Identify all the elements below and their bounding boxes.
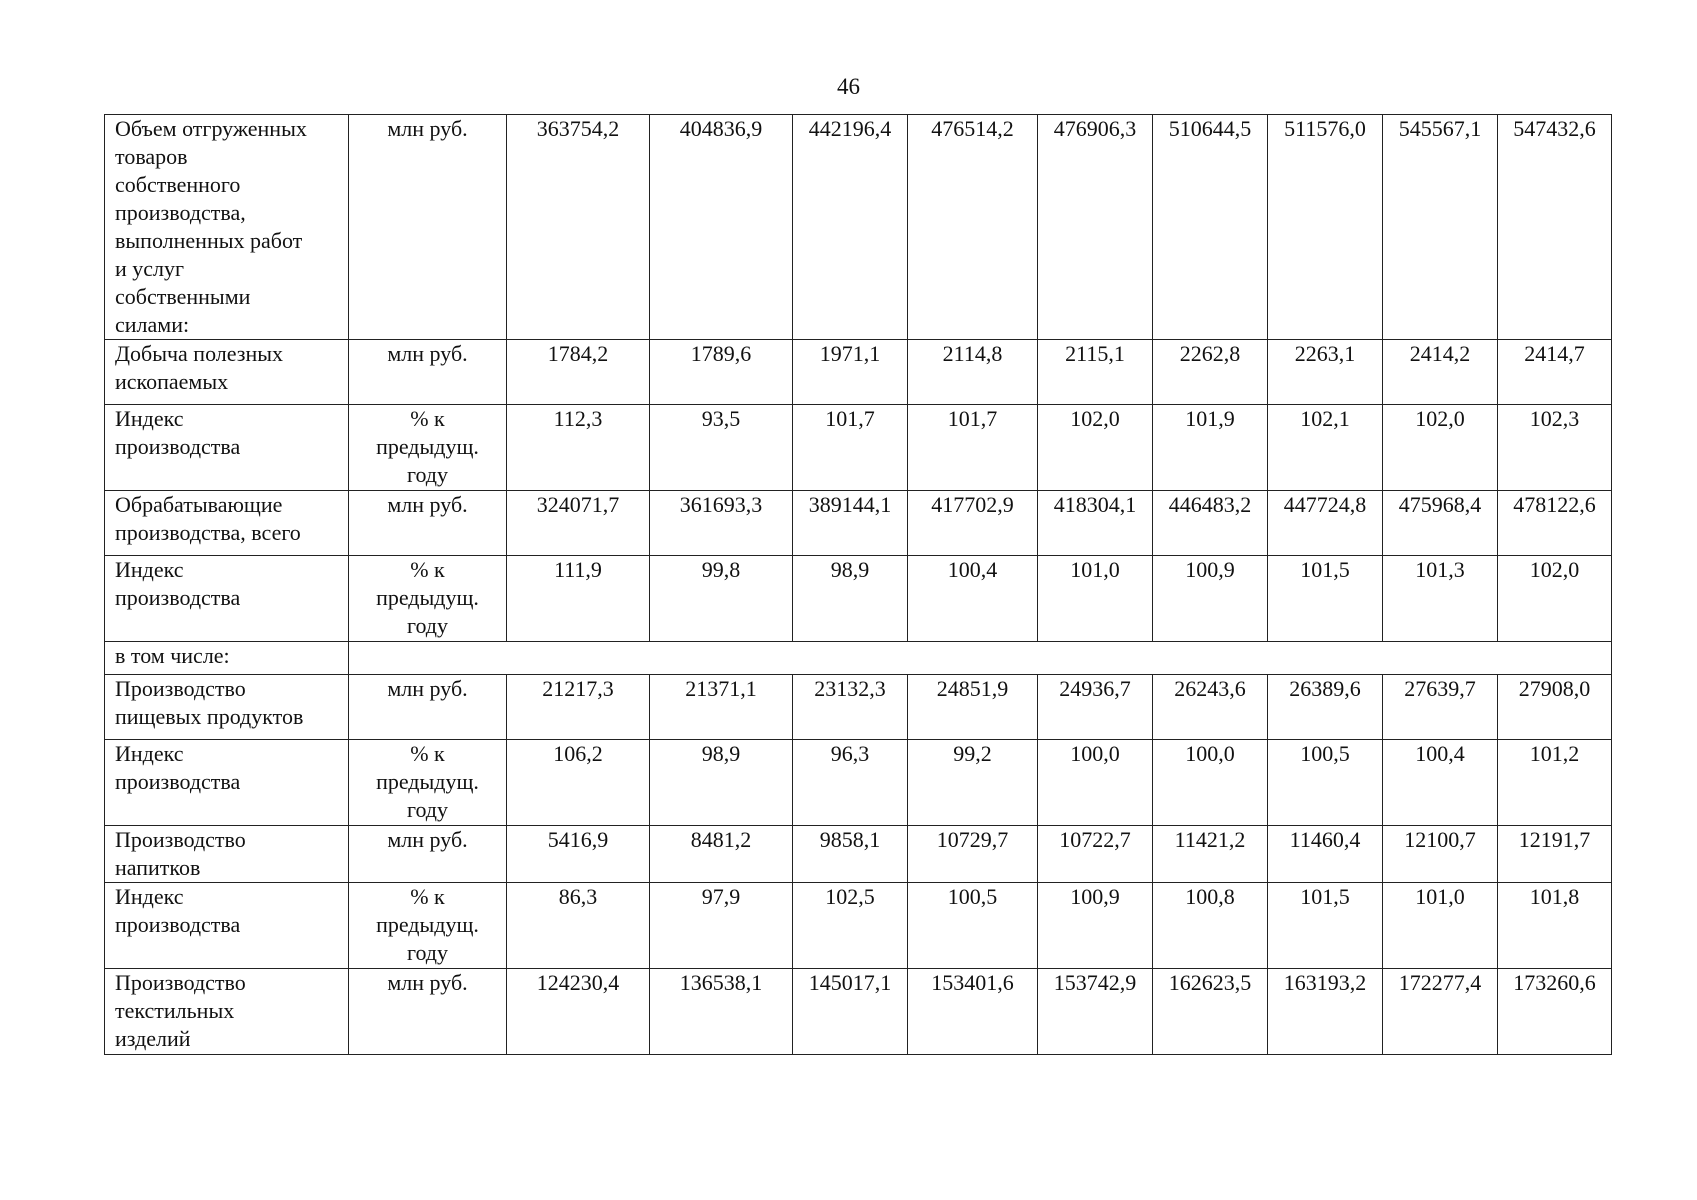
row-label-text: Индекс производства — [115, 406, 241, 459]
value-cell: 98,9 — [650, 740, 793, 826]
row-label-text: Индекс производства — [115, 557, 241, 610]
value-cell: 101,0 — [1038, 556, 1153, 642]
row-label — [105, 969, 349, 1055]
statistics-table — [104, 114, 1612, 1055]
value-cell: 101,3 — [1383, 556, 1498, 642]
value-cell: 96,3 — [793, 740, 908, 826]
value-cell: 100,5 — [1268, 740, 1383, 826]
table-row — [105, 826, 1612, 883]
value-cell: 476906,3 — [1038, 115, 1153, 340]
value-cell: 26243,6 — [1153, 675, 1268, 740]
table-row — [105, 740, 1612, 826]
value-cell: 100,9 — [1153, 556, 1268, 642]
value-cell: 510644,5 — [1153, 115, 1268, 340]
row-label-text: Производство пищевых продуктов — [115, 676, 304, 729]
section-row — [105, 642, 1612, 675]
value-cell: 23132,3 — [793, 675, 908, 740]
value-cell: 1971,1 — [793, 340, 908, 405]
table-row — [105, 491, 1612, 556]
table-row — [105, 969, 1612, 1055]
value-cell: 100,0 — [1153, 740, 1268, 826]
value-cell: 101,5 — [1268, 556, 1383, 642]
unit-text: млн руб. — [387, 970, 468, 995]
value-cell: 102,0 — [1498, 556, 1612, 642]
value-cell: 10729,7 — [908, 826, 1038, 883]
value-cell: 545567,1 — [1383, 115, 1498, 340]
row-label-text: Индекс производства — [115, 741, 241, 794]
row-label-text: Обрабатывающие производства, всего — [115, 492, 301, 545]
unit-cell — [349, 405, 507, 491]
value-cell: 100,4 — [908, 556, 1038, 642]
value-cell: 106,2 — [507, 740, 650, 826]
value-cell: 9858,1 — [793, 826, 908, 883]
value-cell: 153742,9 — [1038, 969, 1153, 1055]
value-cell: 145017,1 — [793, 969, 908, 1055]
value-cell: 10722,7 — [1038, 826, 1153, 883]
unit-cell — [349, 115, 507, 340]
value-cell: 417702,9 — [908, 491, 1038, 556]
value-cell: 100,9 — [1038, 883, 1153, 969]
value-cell: 99,8 — [650, 556, 793, 642]
value-cell: 101,7 — [793, 405, 908, 491]
table-row — [105, 883, 1612, 969]
value-cell: 12100,7 — [1383, 826, 1498, 883]
value-cell: 98,9 — [793, 556, 908, 642]
row-label — [105, 115, 349, 340]
value-cell: 1789,6 — [650, 340, 793, 405]
row-label-text: Производство напитков — [115, 827, 246, 880]
value-cell: 1784,2 — [507, 340, 650, 405]
row-label — [105, 340, 349, 405]
value-cell: 21217,3 — [507, 675, 650, 740]
value-cell: 112,3 — [507, 405, 650, 491]
value-cell: 389144,1 — [793, 491, 908, 556]
unit-text: млн руб. — [387, 341, 468, 366]
value-cell: 2414,7 — [1498, 340, 1612, 405]
row-label — [105, 642, 349, 675]
value-cell: 511576,0 — [1268, 115, 1383, 340]
table-row — [105, 115, 1612, 340]
value-cell: 100,4 — [1383, 740, 1498, 826]
value-cell: 124230,4 — [507, 969, 650, 1055]
value-cell: 361693,3 — [650, 491, 793, 556]
value-cell: 100,8 — [1153, 883, 1268, 969]
value-cell: 101,7 — [908, 405, 1038, 491]
unit-text: % к предыдущ. году — [376, 884, 479, 965]
value-cell: 102,0 — [1383, 405, 1498, 491]
value-cell: 418304,1 — [1038, 491, 1153, 556]
value-cell: 2114,8 — [908, 340, 1038, 405]
section-empty-cell — [349, 642, 1612, 675]
value-cell: 97,9 — [650, 883, 793, 969]
value-cell: 101,5 — [1268, 883, 1383, 969]
unit-text: % к предыдущ. году — [376, 406, 479, 487]
unit-text: млн руб. — [387, 116, 468, 141]
value-cell: 172277,4 — [1383, 969, 1498, 1055]
unit-cell — [349, 491, 507, 556]
row-label — [105, 740, 349, 826]
value-cell: 173260,6 — [1498, 969, 1612, 1055]
value-cell: 26389,6 — [1268, 675, 1383, 740]
value-cell: 2115,1 — [1038, 340, 1153, 405]
value-cell: 11460,4 — [1268, 826, 1383, 883]
table-row — [105, 405, 1612, 491]
unit-text: % к предыдущ. году — [376, 741, 479, 822]
value-cell: 100,5 — [908, 883, 1038, 969]
value-cell: 27639,7 — [1383, 675, 1498, 740]
value-cell: 153401,6 — [908, 969, 1038, 1055]
row-label — [105, 405, 349, 491]
value-cell: 324071,7 — [507, 491, 650, 556]
unit-text: млн руб. — [387, 492, 468, 517]
row-label-text: Производство текстильных изделий — [115, 970, 246, 1051]
unit-cell — [349, 675, 507, 740]
unit-text: % к предыдущ. году — [376, 557, 479, 638]
row-label — [105, 883, 349, 969]
value-cell: 102,0 — [1038, 405, 1153, 491]
value-cell: 442196,4 — [793, 115, 908, 340]
value-cell: 27908,0 — [1498, 675, 1612, 740]
table-row — [105, 556, 1612, 642]
value-cell: 446483,2 — [1153, 491, 1268, 556]
value-cell: 404836,9 — [650, 115, 793, 340]
table-row — [105, 340, 1612, 405]
value-cell: 547432,6 — [1498, 115, 1612, 340]
value-cell: 21371,1 — [650, 675, 793, 740]
value-cell: 101,8 — [1498, 883, 1612, 969]
row-label — [105, 556, 349, 642]
value-cell: 136538,1 — [650, 969, 793, 1055]
unit-cell — [349, 556, 507, 642]
row-label — [105, 491, 349, 556]
value-cell: 363754,2 — [507, 115, 650, 340]
unit-cell — [349, 340, 507, 405]
value-cell: 24936,7 — [1038, 675, 1153, 740]
value-cell: 102,3 — [1498, 405, 1612, 491]
value-cell: 163193,2 — [1268, 969, 1383, 1055]
value-cell: 101,2 — [1498, 740, 1612, 826]
unit-cell — [349, 969, 507, 1055]
unit-cell — [349, 740, 507, 826]
value-cell: 475968,4 — [1383, 491, 1498, 556]
value-cell: 86,3 — [507, 883, 650, 969]
value-cell: 162623,5 — [1153, 969, 1268, 1055]
unit-text: млн руб. — [387, 827, 468, 852]
value-cell: 99,2 — [908, 740, 1038, 826]
unit-cell — [349, 883, 507, 969]
value-cell: 102,5 — [793, 883, 908, 969]
row-label-text: Добыча полезных ископаемых — [115, 341, 284, 394]
page-number: 46 — [837, 74, 860, 99]
value-cell: 2263,1 — [1268, 340, 1383, 405]
value-cell: 478122,6 — [1498, 491, 1612, 556]
row-label — [105, 826, 349, 883]
value-cell: 93,5 — [650, 405, 793, 491]
value-cell: 11421,2 — [1153, 826, 1268, 883]
row-label-text: Объем отгруженных товаров собственного производства, выполненных работ и услуг собственными силами: — [115, 116, 307, 337]
value-cell: 447724,8 — [1268, 491, 1383, 556]
unit-text: млн руб. — [387, 676, 468, 701]
value-cell: 8481,2 — [650, 826, 793, 883]
value-cell: 476514,2 — [908, 115, 1038, 340]
value-cell: 111,9 — [507, 556, 650, 642]
value-cell: 12191,7 — [1498, 826, 1612, 883]
value-cell: 24851,9 — [908, 675, 1038, 740]
value-cell: 101,9 — [1153, 405, 1268, 491]
row-label-text: Индекс производства — [115, 884, 241, 937]
value-cell: 101,0 — [1383, 883, 1498, 969]
table-row — [105, 675, 1612, 740]
row-label-text: в том числе: — [115, 643, 230, 668]
value-cell: 2262,8 — [1153, 340, 1268, 405]
unit-cell — [349, 826, 507, 883]
value-cell: 102,1 — [1268, 405, 1383, 491]
value-cell: 100,0 — [1038, 740, 1153, 826]
value-cell: 2414,2 — [1383, 340, 1498, 405]
row-label — [105, 675, 349, 740]
value-cell: 5416,9 — [507, 826, 650, 883]
table-body — [105, 115, 1612, 1055]
